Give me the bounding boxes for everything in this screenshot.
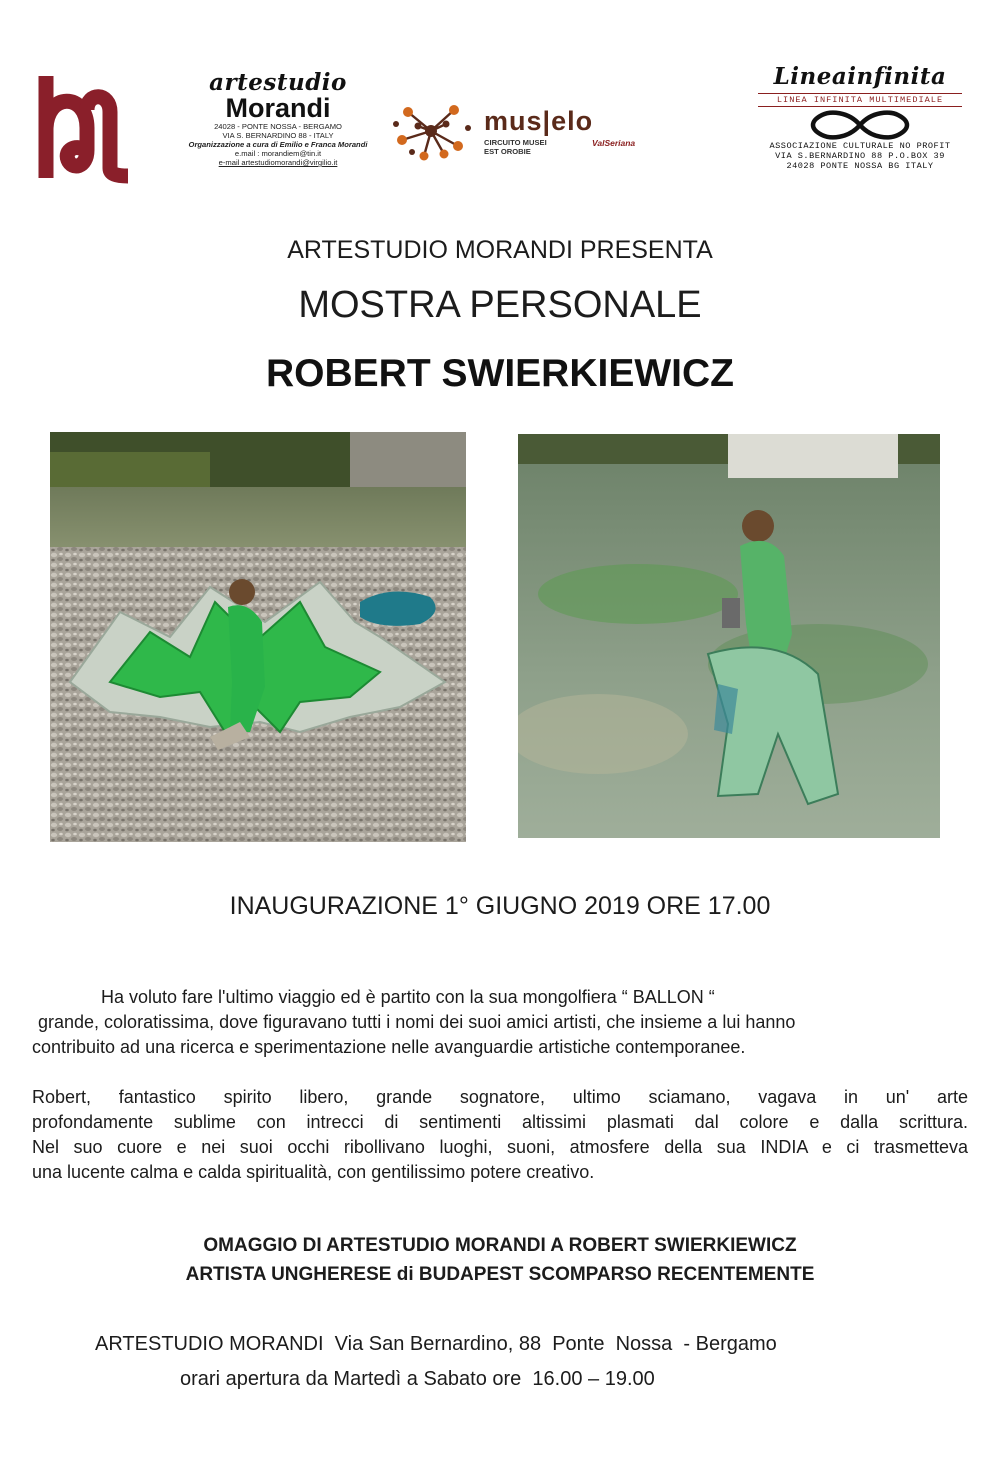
- muselo-subtitle-1: CIRCUITO MUSEI: [484, 138, 547, 147]
- muselo-wordmark: mus|elo: [484, 106, 594, 136]
- body-line: grande, coloratissima, dove figuravano tutti i nomi dei suoi amici artisti, che insieme a lui hanno: [38, 1012, 796, 1032]
- body-line: una lucente calma e calda spiritualità, con gentilissimo potere creativo.: [32, 1162, 595, 1182]
- footer-opening-hours: orari apertura da Martedì a Sabato ore 16.00 – 19.00: [180, 1368, 655, 1390]
- exhibition-type-heading: MOSTRA PERSONALE: [298, 284, 702, 326]
- artestudio-email-2: e-mail artestudiomorandi@virgilio.it: [218, 158, 338, 167]
- artestudio-script: artestudio: [209, 69, 347, 96]
- river-photo-illustration: [518, 434, 940, 838]
- muselo-network-icon: [388, 100, 474, 162]
- body-line: Nel suo cuore e nei suoi occhi ribollivano luoghi, suoni, atmosfere della sua INDIA e ci trasmetteva: [32, 1137, 968, 1157]
- bm-monogram-icon: [32, 70, 132, 185]
- photo-artist-on-pebble-beach: [50, 432, 466, 842]
- muselo-subtitle-2: EST OROBIE: [484, 147, 531, 156]
- artist-name-heading: ROBERT SWIERKIEWICZ: [266, 352, 734, 395]
- body-line: profondamente sublime con intrecci di sentimenti altissimi plasmati dal colore e dalla scrittura.: [32, 1112, 968, 1132]
- infinity-icon: [796, 109, 924, 141]
- lineainfinita-line-1: ASSOCIAZIONE CULTURALE NO PROFIT: [769, 141, 951, 151]
- lineainfinita-line-2: VIA S.BERNARDINO 88 P.O.BOX 39: [775, 151, 945, 161]
- inauguration-line: INAUGURAZIONE 1° GIUGNO 2019 ORE 17.00: [229, 892, 771, 920]
- artestudio-email-1: e.mail : morandiem@tin.it: [234, 149, 322, 158]
- beach-photo-illustration: [50, 432, 466, 842]
- footer-address: ARTESTUDIO MORANDI Via San Bernardino, 88 Ponte Nossa - Bergamo: [95, 1333, 777, 1355]
- body-line: Ha voluto fare l'ultimo viaggio ed è partito con la sua mongolfiera “ BALLON “: [101, 987, 715, 1007]
- artestudio-address-1: 24028 - PONTE NOSSA - BERGAMO: [214, 122, 342, 131]
- artestudio-curators: Organizzazione a cura di Emilio e Franca Morandi: [188, 140, 368, 149]
- muselo-subtitle: [484, 138, 584, 156]
- body-line: contribuito ad una ricerca e sperimentazione nelle avanguardie artistiche contemporanee.: [32, 1037, 746, 1057]
- artestudio-morandi-logo: [188, 69, 368, 182]
- homage-line-2: ARTISTA UNGHERESE di BUDAPEST SCOMPARSO RECENTEMENTE: [185, 1264, 815, 1285]
- muselo-logo: [388, 100, 678, 162]
- morandi-wordmark: Morandi: [225, 93, 331, 123]
- body-line: Robert, fantastico spirito libero, grande sognatore, ultimo sciamano, vagava in un' arte: [32, 1087, 968, 1107]
- lineainfinita-line-3: 24028 PONTE NOSSA BG ITALY: [786, 161, 934, 171]
- homage-line-1: OMAGGIO DI ARTESTUDIO MORANDI A ROBERT SWIERKIEWICZ: [203, 1235, 797, 1256]
- lineainfinita-script: Lineainfinita: [773, 63, 947, 90]
- bm-monogram-logo: [32, 70, 132, 185]
- photo-artist-in-river: [518, 434, 940, 838]
- lineainfinita-tagline: LINEA INFINITA MULTIMEDIALE: [758, 93, 962, 107]
- valseriana-logo: ValSeriana: [592, 138, 636, 148]
- artestudio-address-2: VIA S. BERNARDINO 88 - ITALY: [222, 131, 334, 140]
- presenter-heading: ARTESTUDIO MORANDI PRESENTA: [287, 236, 713, 264]
- lineainfinita-logo: [740, 64, 980, 184]
